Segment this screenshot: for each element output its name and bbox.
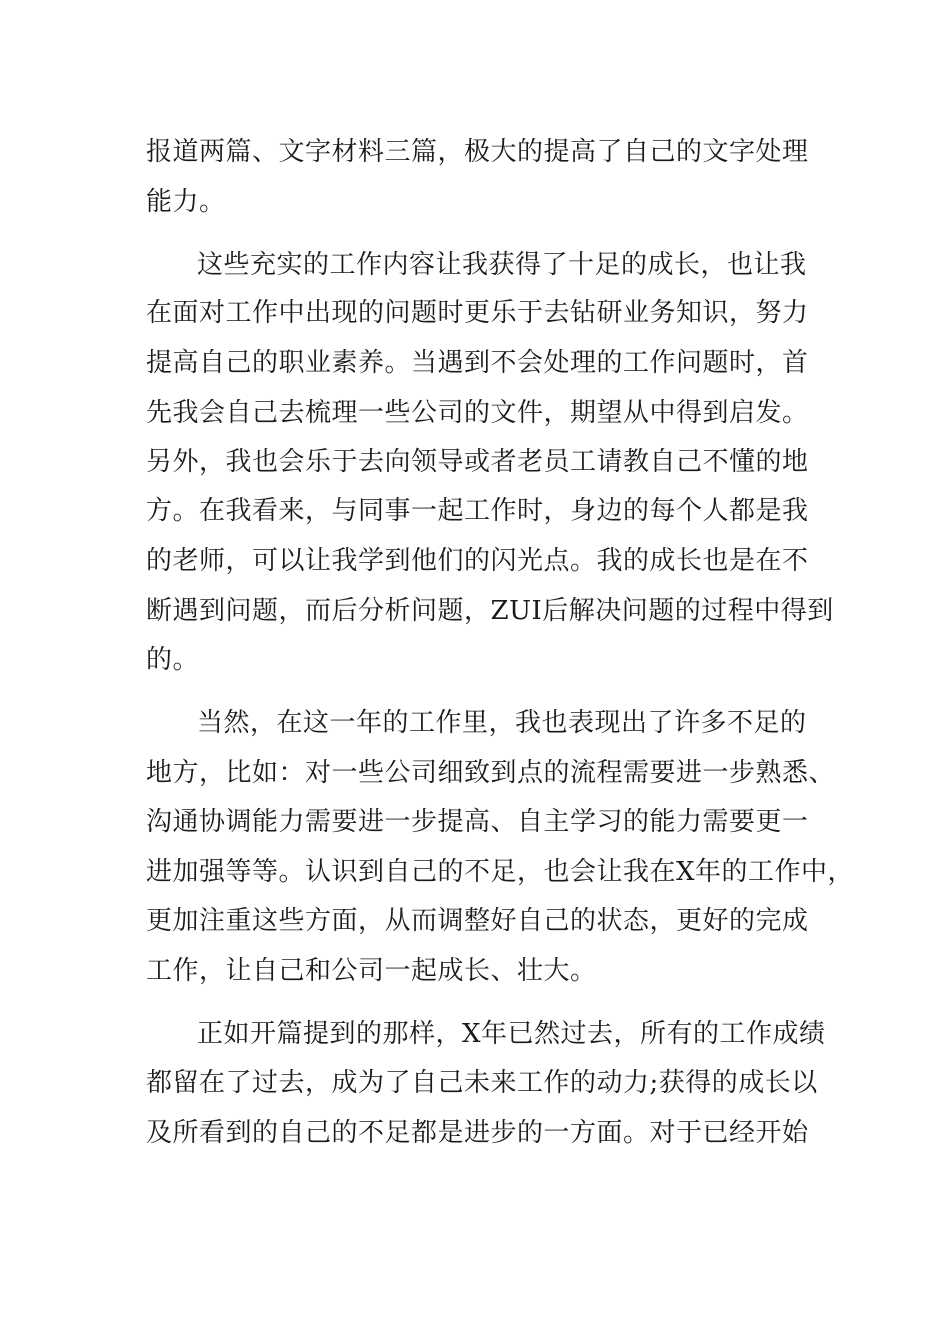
- text-line-12: 当然，在这一年的工作里，我也表现出了许多不足的: [197, 708, 807, 738]
- text-line-2: 能力。: [146, 187, 226, 217]
- text-line-4: 在面对工作中出现的问题时更乐于去钻研业务知识，努力: [146, 298, 809, 328]
- text-line-8: 方。在我看来，与同事一起工作时，身边的每个人都是我: [146, 496, 809, 526]
- text-line-14: 沟通协调能力需要进一步提高、自主学习的能力需要更一: [146, 807, 809, 837]
- text-line-11: 的。: [146, 645, 200, 675]
- text-line-10: 断遇到问题，而后分析问题，ZUI后解决问题的过程中得到: [146, 596, 834, 626]
- text-line-19: 都留在了过去，成为了自己未来工作的动力;获得的成长以: [146, 1068, 818, 1098]
- text-line-9: 的老师，可以让我学到他们的闪光点。我的成长也是在不: [146, 546, 809, 576]
- text-line-18: 正如开篇提到的那样，X年已然过去，所有的工作成绩: [197, 1019, 826, 1049]
- text-line-13: 地方，比如：对一些公司细致到点的流程需要进一步熟悉、: [146, 758, 836, 788]
- text-line-15: 进加强等等。认识到自己的不足，也会让我在X年的工作中，: [146, 857, 855, 887]
- text-line-16: 更加注重这些方面，从而调整好自己的状态，更好的完成: [146, 906, 809, 936]
- text-line-1: 报道两篇、文字材料三篇，极大的提高了自己的文字处理: [146, 137, 809, 167]
- text-line-6: 先我会自己去梳理一些公司的文件，期望从中得到启发。: [146, 398, 809, 428]
- text-line-3: 这些充实的工作内容让我获得了十足的成长，也让我: [197, 250, 807, 280]
- text-line-20: 及所看到的自己的不足都是进步的一方面。对于已经开始: [146, 1118, 809, 1148]
- text-line-17: 工作，让自己和公司一起成长、壮大。: [146, 956, 597, 986]
- text-line-7: 另外，我也会乐于去向领导或者老员工请教自己不懂的地: [146, 447, 809, 477]
- text-line-5: 提高自己的职业素养。当遇到不会处理的工作问题时，首: [146, 348, 809, 378]
